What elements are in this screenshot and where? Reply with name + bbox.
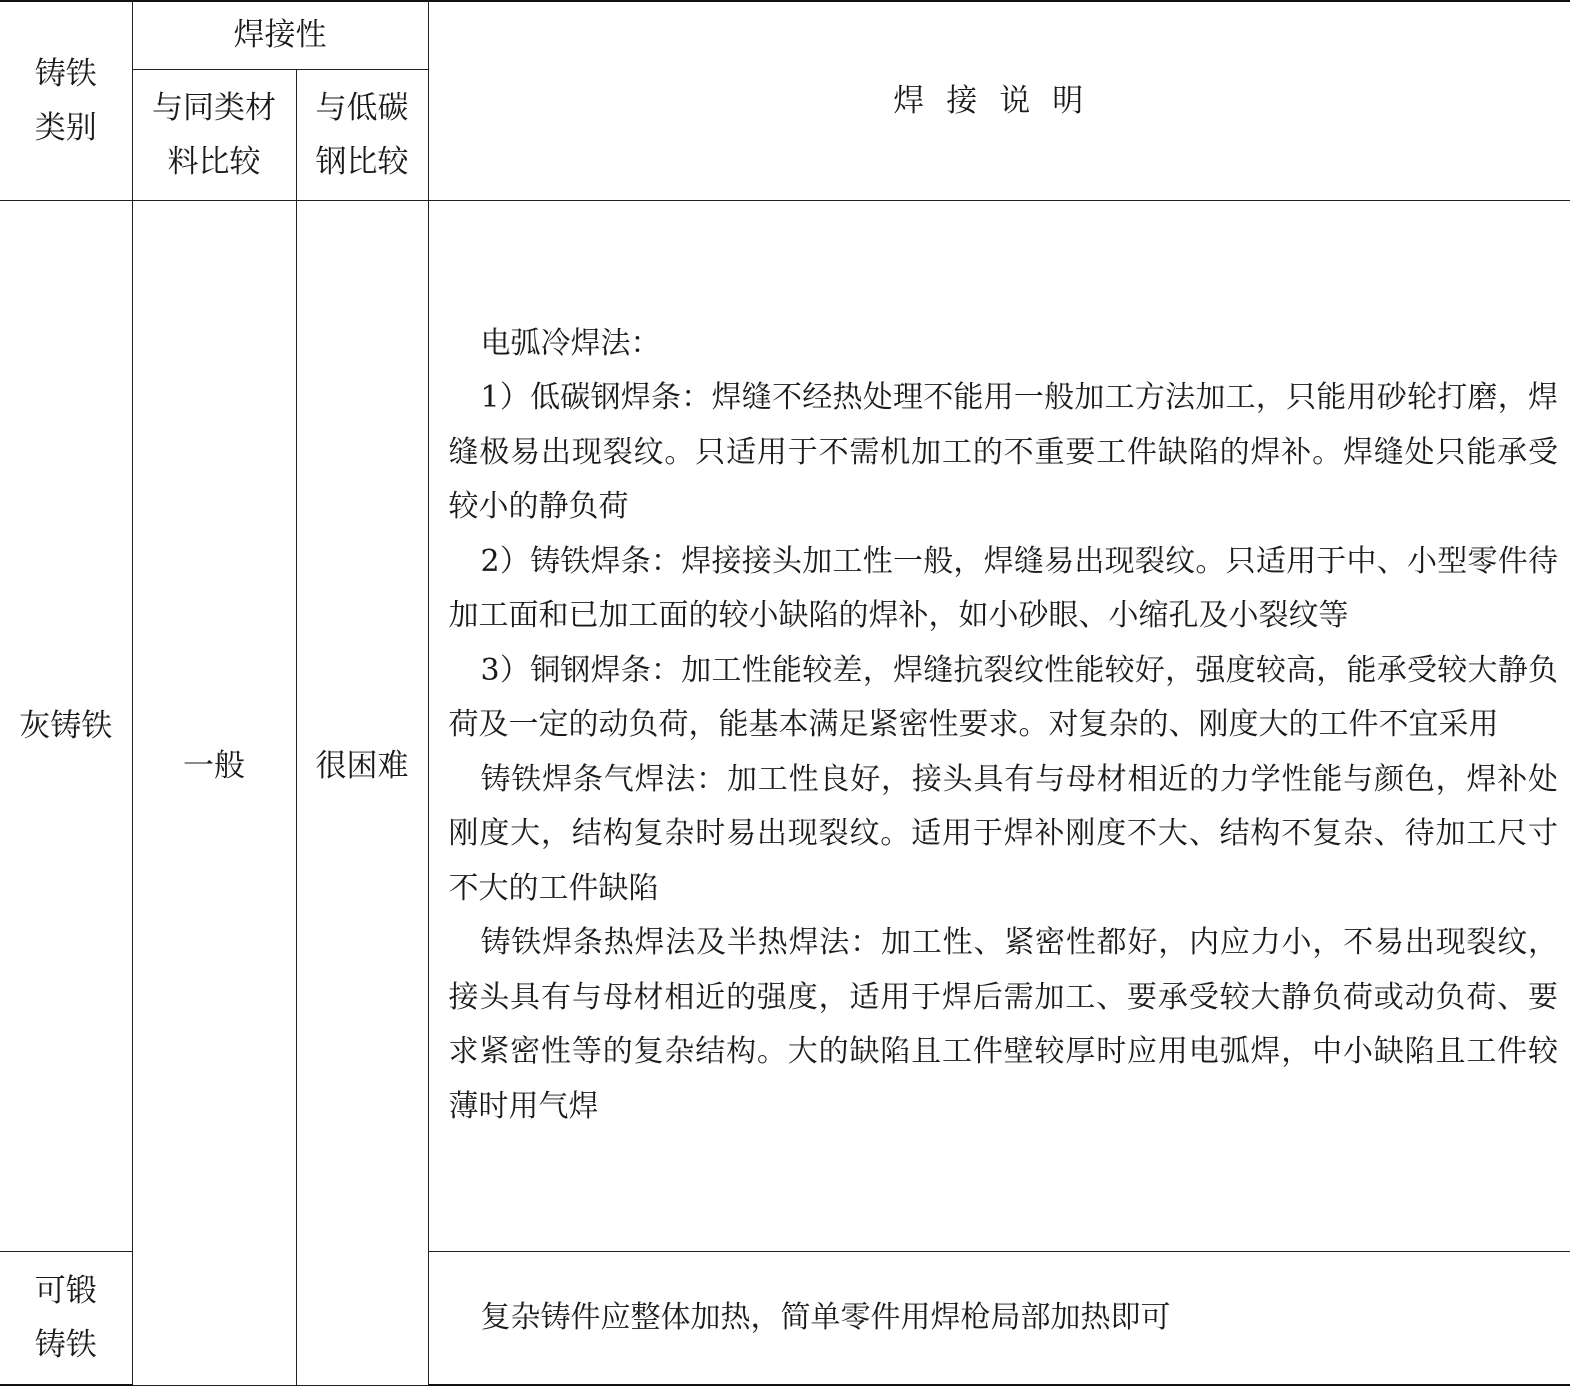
malleable-cast-iron-category	[0, 1251, 132, 1385]
header-low-carbon-cell	[296, 69, 428, 200]
header-same-material-line-1: 与同类材	[152, 89, 276, 126]
low-carbon-value: 很困难	[296, 200, 428, 1385]
desc-paragraph-copper-steel-electrode: 3）铜钢焊条：加工性能较差，焊缝抗裂纹性能较好，强度较高，能承受较大静负荷及一定的动负荷，能基本满足紧密性要求。对复杂的、刚度大的工件不宜采用	[448, 652, 1558, 743]
desc-paragraph-arc-cold: 电弧冷焊法：	[480, 325, 661, 361]
gray-cast-iron-description	[428, 200, 1570, 1251]
malleable-category-line-2: 铸铁	[34, 1326, 97, 1363]
header-category-cell	[0, 1, 132, 200]
header-same-material-line-2: 料比较	[167, 143, 261, 180]
header-category-line-1: 铸铁	[34, 55, 97, 92]
header-same-material-cell	[132, 69, 296, 200]
malleable-category-line-1: 可锻	[34, 1272, 97, 1309]
desc-paragraph-cast-iron-electrode: 2）铸铁焊条：焊接接头加工性一般，焊缝易出现裂纹。只适用于中、小型零件待加工面和已加工面的较小缺陷的焊补，如小砂眼、小缩孔及小裂纹等	[448, 543, 1558, 634]
desc-paragraph-low-carbon-electrode: 1）低碳钢焊条：焊缝不经热处理不能用一般加工方法加工，只能用砂轮打磨，焊缝极易出现裂纹。只适用于不需机加工的不重要工件缺陷的焊补。焊缝处只能承受较小的静负荷	[448, 380, 1558, 525]
malleable-cast-iron-description	[428, 1251, 1570, 1385]
same-material-value: 一般	[132, 200, 296, 1385]
desc-paragraph-gas-welding: 铸铁焊条气焊法：加工性良好，接头具有与母材相近的力学性能与颜色，焊补处刚度大，结构复杂时易出现裂纹。适用于焊补刚度不大、结构不复杂、待加工尺寸不大的工件缺陷	[448, 761, 1558, 906]
row-gray-cast-iron	[0, 200, 1570, 1251]
desc-paragraph-malleable: 复杂铸件应整体加热，简单零件用焊枪局部加热即可	[480, 1299, 1171, 1335]
header-row-1	[0, 1, 1570, 69]
desc-paragraph-hot-welding: 铸铁焊条热焊法及半热焊法：加工性、紧密性都好，内应力小，不易出现裂纹，接头具有与母材相近的强度，适用于焊后需加工、要承受较大静负荷或动负荷、要求紧密性等的复杂结构。大的缺陷且工件壁较厚时应用电弧焊，中小缺陷且工件较薄时用气焊	[448, 925, 1558, 1124]
header-weldability-cell: 焊接性	[132, 1, 428, 69]
header-low-carbon-line-1: 与低碳	[315, 89, 409, 126]
header-category-line-2: 类别	[34, 109, 97, 146]
header-description-cell: 焊接说明	[428, 1, 1570, 200]
gray-cast-iron-category: 灰铸铁	[0, 200, 132, 1251]
header-low-carbon-line-2: 钢比较	[315, 143, 409, 180]
